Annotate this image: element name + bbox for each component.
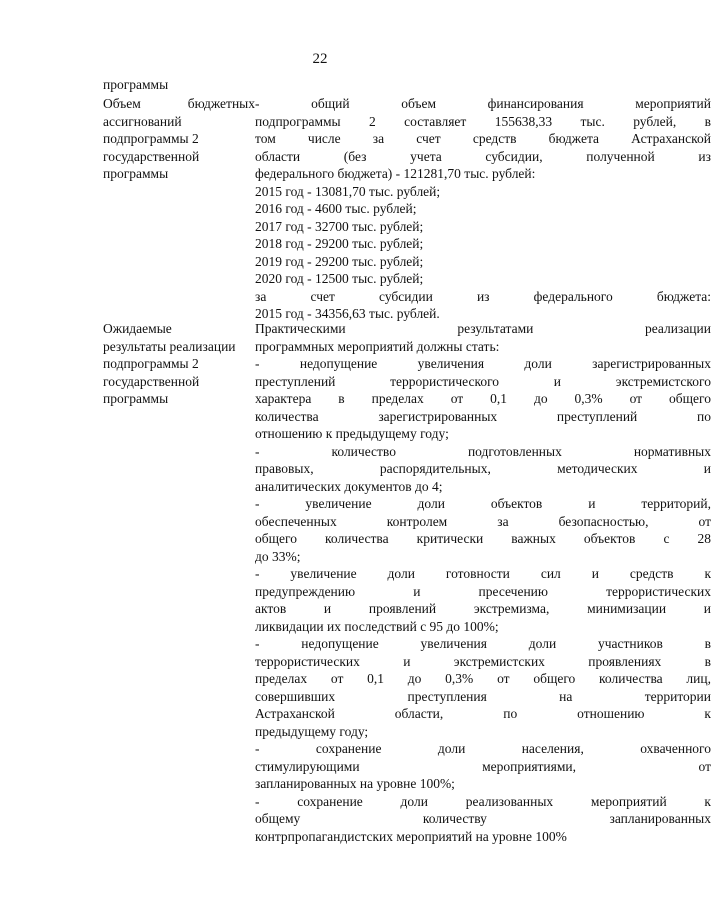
value-line: стимулирующими мероприятиями, от [255, 758, 711, 774]
value-line: - общий объем финансирования мероприятий [255, 96, 711, 111]
continuation-text: программы [103, 77, 169, 92]
label-line: программы [103, 391, 169, 406]
label-line: государственной [103, 148, 200, 164]
value-line: 2015 год - 34356,63 тыс. рублей. [255, 306, 440, 321]
value-line: предупреждению и пресечению террористических [255, 583, 711, 599]
value-line: 2016 год - 4600 тыс. рублей; [255, 201, 417, 216]
value-line: количества зарегистрированных преступлений по [255, 408, 711, 424]
section-value [255, 95, 711, 323]
label-line: ассигнований [103, 113, 182, 129]
label-line: государственной [103, 373, 200, 389]
value-line: - недопущение увеличения доли участников в [255, 636, 711, 651]
value-line: - количество подготовленных нормативных [255, 443, 711, 459]
value-line: - недопущение увеличения доли зарегистрированных [255, 356, 711, 371]
value-line: характера в пределах от 0,1 до 0,3% от общего [255, 391, 711, 406]
value-line: том числе за счет средств бюджета Астраханской [255, 131, 711, 146]
value-line: 2018 год - 29200 тыс. рублей; [255, 236, 424, 251]
value-line: контрпропагандистских мероприятий на уровне 100% [255, 828, 567, 844]
label-line: программы [103, 166, 169, 181]
value-line: - сохранение доли населения, охваченного [255, 741, 711, 756]
value-line: подпрограммы 2 составляет 155638,33 тыс. рублей, в [255, 113, 711, 129]
value-line: до 33%; [255, 548, 301, 564]
label-line: Ожидаемые [103, 321, 172, 336]
value-line: Астраханской области, по отношению к [255, 706, 711, 721]
value-line: обеспеченных контролем за безопасностью, от [255, 513, 711, 529]
value-line: - увеличение доли готовности сил и средств к [255, 566, 711, 581]
label-line: Объем бюджетных [103, 96, 255, 111]
value-line: Практическими результатами реализации [255, 321, 711, 336]
label-line: подпрограммы 2 [103, 356, 199, 371]
value-line: - сохранение доли реализованных мероприятий к [255, 793, 711, 809]
value-line: пределах от 0,1 до 0,3% от общего количества лиц, [255, 671, 711, 686]
label-line: результаты реализации [103, 338, 236, 354]
value-line: отношению к предыдущему году; [255, 426, 449, 441]
section-label [103, 95, 255, 183]
value-line: террористических и экстремистских проявлениях в [255, 653, 711, 669]
section-value [255, 320, 711, 845]
value-line: правовых, распорядительных, методических и [255, 461, 711, 476]
value-line: совершивших преступления на территории [255, 688, 711, 704]
value-line: федерального бюджета) - 121281,70 тыс. рублей: [255, 166, 536, 181]
value-line: запланированных на уровне 100%; [255, 776, 455, 791]
value-line: 2020 год - 12500 тыс. рублей; [255, 271, 424, 286]
value-line: - увеличение доли объектов и территорий, [255, 496, 711, 511]
value-line: за счет субсидии из федерального бюджета: [255, 288, 711, 304]
value-line: общего количества критически важных объектов с 28 [255, 531, 711, 546]
value-line: аналитических документов до 4; [255, 478, 443, 494]
value-line: 2017 год - 32700 тыс. рублей; [255, 218, 424, 234]
value-line: предыдущему году; [255, 723, 369, 739]
value-line: ликвидации их последствий с 95 до 100%; [255, 618, 499, 634]
label-line: подпрограммы 2 [103, 131, 199, 146]
value-line: актов и проявлений экстремизма, минимизации и [255, 601, 711, 616]
value-line: общему количеству запланированных [255, 811, 711, 826]
section-label [103, 320, 255, 408]
value-line: области (без учета субсидии, полученной из [255, 148, 711, 164]
page-number: 22 [312, 51, 328, 67]
value-line: 2015 год - 13081,70 тыс. рублей; [255, 183, 441, 199]
value-line: 2019 год - 29200 тыс. рублей; [255, 253, 424, 269]
value-line: программных мероприятий должны стать: [255, 338, 500, 354]
value-line: преступлений террористического и экстремистского [255, 373, 711, 389]
